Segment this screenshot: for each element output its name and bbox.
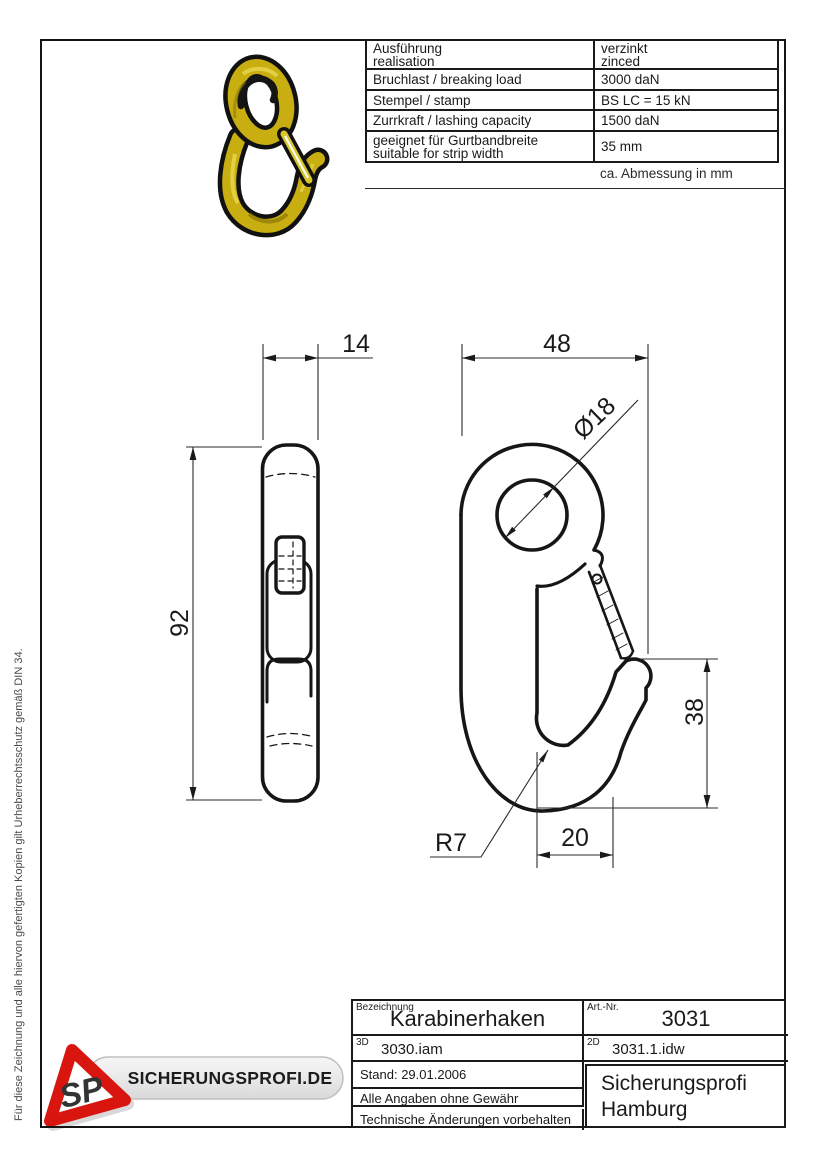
spec-value: 1500 daN: [601, 113, 660, 129]
spec-label: geeignet für Gurtbandbreite: [373, 132, 539, 148]
article-number-value: 3031: [661, 1006, 711, 1031]
logo-domain-text: SICHERUNGSPROFI.DE: [127, 1068, 333, 1088]
spec-value: BS LC = 15 kN: [601, 92, 691, 108]
table-row: [367, 132, 777, 161]
copyright-note: Für diese Zeichnung und alle hiervon gefertigten Kopien gilt Urheberrechtsschutz gemäß DIN 34.: [13, 648, 25, 1121]
spec-label: Ausführung: [373, 40, 443, 56]
table-row: [367, 111, 777, 132]
file-2d-value: 3031.1.idw: [612, 1041, 685, 1058]
spec-label: suitable for strip width: [373, 146, 504, 161]
article-number-label: Art.-Nr.: [587, 1002, 619, 1013]
article-number-cell: [584, 1001, 788, 1036]
file-3d-label: 3D: [356, 1037, 369, 1048]
designation-cell: [353, 1001, 584, 1036]
disclaimer-cell-1: [353, 1087, 584, 1107]
date-cell: [353, 1062, 584, 1089]
spec-label: Bruchlast / breaking load: [373, 72, 522, 88]
spec-label: Zurrkraft / lashing capacity: [373, 113, 532, 129]
dim-front-width: 48: [543, 330, 571, 358]
file-3d-cell: [353, 1036, 584, 1062]
dim-side-height: 92: [166, 609, 194, 637]
disclaimer-2: Technische Änderungen vorbehalten: [360, 1112, 572, 1127]
table-row: [367, 91, 777, 111]
designation-label: Bezeichnung: [356, 1002, 414, 1013]
file-2d-label: 2D: [587, 1037, 600, 1048]
file-2d-cell: [584, 1036, 788, 1062]
table-row: [367, 70, 777, 91]
file-3d-value: 3030.iam: [381, 1041, 443, 1058]
spec-table: [365, 39, 779, 163]
dim-hook-height: 38: [681, 698, 709, 726]
sheet-frame: [40, 39, 786, 1128]
company-cell: [585, 1064, 786, 1128]
company-city: Hamburg: [601, 1098, 688, 1121]
disclaimer-1: Alle Angaben ohne Gewähr: [360, 1091, 519, 1106]
spec-label: Stempel / stamp: [373, 92, 471, 108]
spec-value: 3000 daN: [601, 72, 660, 88]
date-value: Stand: 29.01.2006: [360, 1067, 467, 1082]
logo-sp-text: SP: [55, 1068, 108, 1116]
spec-value: 35 mm: [601, 139, 643, 155]
dimension-unit-note: ca. Abmessung in mm: [600, 166, 733, 181]
title-block: [351, 999, 786, 1128]
designation-value: Karabinerhaken: [389, 1006, 546, 1031]
table-row: [367, 41, 777, 70]
separator-line: [365, 188, 786, 189]
dim-hole-diameter: Ø18: [567, 391, 622, 445]
company-name: Sicherungsprofi: [601, 1072, 747, 1095]
spec-value: verzinkt: [601, 40, 648, 56]
dim-side-width: 14: [342, 330, 370, 358]
spec-value: zinced: [601, 54, 641, 69]
dim-hook-width: 20: [561, 824, 589, 852]
dim-radius: R7: [435, 829, 467, 857]
spec-label: realisation: [373, 54, 435, 69]
disclaimer-cell-2: [353, 1109, 584, 1130]
